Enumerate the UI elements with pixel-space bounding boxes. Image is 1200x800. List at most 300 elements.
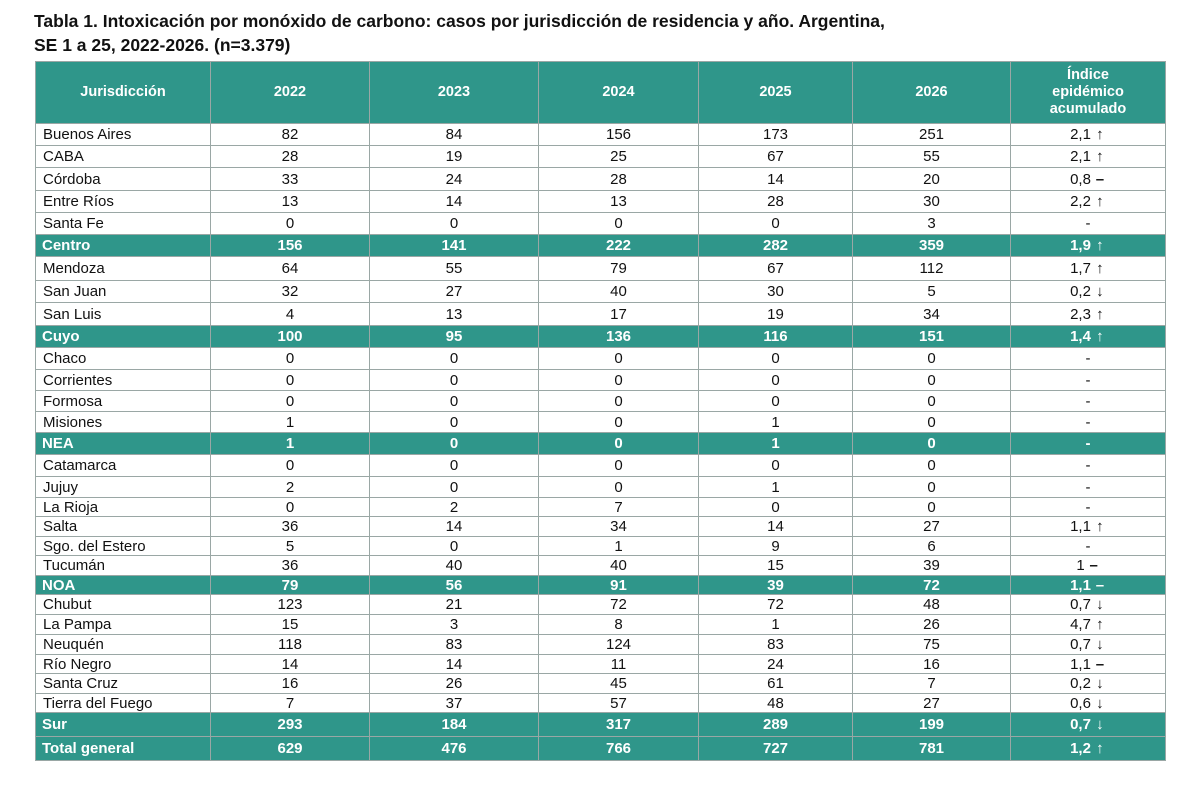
year-value-cell: 28: [211, 146, 370, 168]
indice-value: 1,2: [1070, 740, 1091, 757]
header-2024: 2024: [539, 62, 699, 124]
year-value-cell: 0: [370, 213, 539, 235]
year-value-cell: 14: [370, 517, 539, 537]
jurisdiccion-cell: Buenos Aires: [36, 124, 211, 146]
jurisdiccion-cell: Centro: [36, 235, 211, 257]
header-indice-line-3: acumulado: [1049, 101, 1127, 117]
year-value-cell: 72: [699, 595, 853, 615]
year-value-cell: 0: [853, 348, 1011, 370]
year-value-cell: 39: [699, 576, 853, 595]
year-value-cell: 0: [853, 433, 1011, 455]
table-row: [36, 281, 1166, 303]
year-value-cell: 476: [370, 737, 539, 761]
indice-value: -: [1085, 215, 1091, 232]
table-subtotal-row: [36, 235, 1166, 257]
indice-value: -: [1085, 537, 1091, 555]
jurisdiccion-cell: NOA: [36, 576, 211, 595]
year-value-cell: 30: [853, 191, 1011, 213]
year-value-cell: 21: [370, 595, 539, 615]
indice-value: -: [1085, 435, 1091, 452]
year-value-cell: 17: [539, 303, 699, 326]
year-value-cell: 36: [211, 517, 370, 537]
year-value-cell: 14: [699, 517, 853, 537]
trend-up-arrow-icon: ↑: [1096, 126, 1104, 143]
indice-value: 1,7: [1070, 260, 1091, 277]
table-row: [36, 635, 1166, 655]
trend-up-arrow-icon: ↑: [1096, 148, 1104, 165]
jurisdiccion-cell: Córdoba: [36, 168, 211, 191]
indice-value: 1,9: [1070, 237, 1091, 254]
year-value-cell: 34: [853, 303, 1011, 326]
year-value-cell: 67: [699, 257, 853, 281]
indice-cell: [1011, 433, 1166, 455]
year-value-cell: 2: [211, 477, 370, 498]
indice-cell: [1011, 455, 1166, 477]
table-subtotal-row: [36, 326, 1166, 348]
year-value-cell: 40: [370, 556, 539, 576]
year-value-cell: 289: [699, 713, 853, 737]
year-value-cell: 79: [539, 257, 699, 281]
year-value-cell: 0: [370, 348, 539, 370]
year-value-cell: 34: [539, 517, 699, 537]
indice-cell: [1011, 635, 1166, 655]
year-value-cell: 0: [211, 213, 370, 235]
trend-down-arrow-icon: ↓: [1096, 636, 1104, 653]
year-value-cell: 1: [211, 412, 370, 433]
year-value-cell: 67: [699, 146, 853, 168]
year-value-cell: 100: [211, 326, 370, 348]
header-indice-epidemico: [1011, 62, 1166, 124]
indice-cell: [1011, 391, 1166, 412]
jurisdiccion-cell: Río Negro: [36, 655, 211, 674]
table-row: [36, 370, 1166, 391]
trend-down-arrow-icon: ↓: [1096, 675, 1104, 692]
table-row: [36, 391, 1166, 412]
trend-up-arrow-icon: ↑: [1096, 518, 1104, 535]
year-value-cell: 5: [853, 281, 1011, 303]
jurisdiccion-cell: Catamarca: [36, 455, 211, 477]
year-value-cell: 156: [211, 235, 370, 257]
jurisdiccion-cell: CABA: [36, 146, 211, 168]
indice-value: 1,1: [1070, 518, 1091, 535]
indice-cell: [1011, 517, 1166, 537]
year-value-cell: 173: [699, 124, 853, 146]
year-value-cell: 72: [539, 595, 699, 615]
table-title: [34, 9, 1154, 57]
year-value-cell: 48: [699, 694, 853, 713]
year-value-cell: 0: [370, 391, 539, 412]
year-value-cell: 26: [370, 674, 539, 694]
indice-value: -: [1085, 350, 1091, 367]
jurisdiccion-cell: La Rioja: [36, 498, 211, 517]
year-value-cell: 0: [853, 455, 1011, 477]
year-value-cell: 79: [211, 576, 370, 595]
year-value-cell: 0: [211, 370, 370, 391]
jurisdiccion-cell: Misiones: [36, 412, 211, 433]
indice-cell: [1011, 303, 1166, 326]
year-value-cell: 0: [539, 213, 699, 235]
year-value-cell: 151: [853, 326, 1011, 348]
year-value-cell: 32: [211, 281, 370, 303]
jurisdiccion-cell: Chubut: [36, 595, 211, 615]
table-row: [36, 412, 1166, 433]
indice-cell: [1011, 124, 1166, 146]
indice-value: 0,8: [1070, 170, 1091, 188]
year-value-cell: 24: [699, 655, 853, 674]
year-value-cell: 0: [370, 477, 539, 498]
year-value-cell: 1: [211, 433, 370, 455]
table-subtotal-row: [36, 576, 1166, 595]
year-value-cell: 112: [853, 257, 1011, 281]
year-value-cell: 64: [211, 257, 370, 281]
jurisdiccion-cell: Tucumán: [36, 556, 211, 576]
year-value-cell: 116: [699, 326, 853, 348]
indice-cell: [1011, 235, 1166, 257]
table-subtotal-row: [36, 713, 1166, 737]
year-value-cell: 82: [211, 124, 370, 146]
indice-value: 2,2: [1070, 193, 1091, 210]
year-value-cell: 28: [539, 168, 699, 191]
year-value-cell: 5: [211, 537, 370, 556]
year-value-cell: 75: [853, 635, 1011, 655]
table-title-line-1: Tabla 1. Intoxicación por monóxido de carbono: casos por jurisdicción de residencia y año. Argentina,: [34, 11, 885, 31]
table-row: [36, 455, 1166, 477]
jurisdiccion-cell: Salta: [36, 517, 211, 537]
table-row: [36, 537, 1166, 556]
trend-flat-icon: –: [1095, 655, 1105, 673]
header-2025: 2025: [699, 62, 853, 124]
indice-cell: [1011, 257, 1166, 281]
indice-cell: [1011, 168, 1166, 191]
table-row: [36, 146, 1166, 168]
indice-cell: [1011, 576, 1166, 595]
year-value-cell: 317: [539, 713, 699, 737]
cases-table: [35, 61, 1166, 761]
year-value-cell: 251: [853, 124, 1011, 146]
year-value-cell: 0: [539, 391, 699, 412]
year-value-cell: 0: [539, 370, 699, 391]
year-value-cell: 72: [853, 576, 1011, 595]
trend-down-arrow-icon: ↓: [1096, 694, 1104, 712]
jurisdiccion-cell: NEA: [36, 433, 211, 455]
indice-cell: [1011, 477, 1166, 498]
indice-value: 1,1: [1070, 655, 1091, 673]
year-value-cell: 1: [699, 477, 853, 498]
indice-cell: [1011, 694, 1166, 713]
year-value-cell: 766: [539, 737, 699, 761]
header-2022: 2022: [211, 62, 370, 124]
indice-value: 0,2: [1070, 675, 1091, 692]
trend-up-arrow-icon: ↑: [1096, 740, 1104, 757]
year-value-cell: 0: [211, 391, 370, 412]
table-subtotal-row: [36, 737, 1166, 761]
year-value-cell: 27: [370, 281, 539, 303]
year-value-cell: 83: [370, 635, 539, 655]
year-value-cell: 16: [853, 655, 1011, 674]
indice-cell: [1011, 595, 1166, 615]
table-row: [36, 556, 1166, 576]
year-value-cell: 91: [539, 576, 699, 595]
year-value-cell: 0: [370, 433, 539, 455]
jurisdiccion-cell: San Luis: [36, 303, 211, 326]
year-value-cell: 11: [539, 655, 699, 674]
year-value-cell: 293: [211, 713, 370, 737]
year-value-cell: 19: [699, 303, 853, 326]
year-value-cell: 0: [539, 433, 699, 455]
jurisdiccion-cell: Formosa: [36, 391, 211, 412]
table-row: [36, 348, 1166, 370]
year-value-cell: 15: [699, 556, 853, 576]
trend-down-arrow-icon: ↓: [1096, 596, 1104, 613]
year-value-cell: 0: [370, 370, 539, 391]
indice-cell: [1011, 213, 1166, 235]
year-value-cell: 61: [699, 674, 853, 694]
table-row: [36, 213, 1166, 235]
year-value-cell: 3: [853, 213, 1011, 235]
table-subtotal-row: [36, 433, 1166, 455]
year-value-cell: 199: [853, 713, 1011, 737]
year-value-cell: 629: [211, 737, 370, 761]
year-value-cell: 48: [853, 595, 1011, 615]
year-value-cell: 13: [370, 303, 539, 326]
indice-cell: [1011, 281, 1166, 303]
year-value-cell: 13: [211, 191, 370, 213]
header-indice-line-1: Índice: [1067, 67, 1109, 83]
indice-value: 2,3: [1070, 305, 1091, 323]
year-value-cell: 14: [370, 655, 539, 674]
table-row: [36, 655, 1166, 674]
year-value-cell: 7: [211, 694, 370, 713]
indice-cell: [1011, 348, 1166, 370]
header-jurisdiccion: Jurisdicción: [36, 62, 211, 124]
year-value-cell: 1: [539, 537, 699, 556]
year-value-cell: 136: [539, 326, 699, 348]
year-value-cell: 4: [211, 303, 370, 326]
jurisdiccion-cell: La Pampa: [36, 615, 211, 635]
year-value-cell: 781: [853, 737, 1011, 761]
indice-cell: [1011, 498, 1166, 517]
indice-value: 2,1: [1070, 148, 1091, 165]
year-value-cell: 8: [539, 615, 699, 635]
trend-up-arrow-icon: ↑: [1096, 305, 1104, 323]
indice-value: 1,1: [1070, 576, 1091, 594]
year-value-cell: 16: [211, 674, 370, 694]
year-value-cell: 0: [699, 213, 853, 235]
year-value-cell: 30: [699, 281, 853, 303]
year-value-cell: 40: [539, 556, 699, 576]
year-value-cell: 184: [370, 713, 539, 737]
table-row: [36, 257, 1166, 281]
indice-cell: [1011, 655, 1166, 674]
year-value-cell: 7: [853, 674, 1011, 694]
year-value-cell: 2: [370, 498, 539, 517]
year-value-cell: 33: [211, 168, 370, 191]
jurisdiccion-cell: Chaco: [36, 348, 211, 370]
year-value-cell: 359: [853, 235, 1011, 257]
trend-down-arrow-icon: ↓: [1096, 283, 1104, 300]
year-value-cell: 15: [211, 615, 370, 635]
year-value-cell: 0: [539, 412, 699, 433]
indice-value: 0,7: [1070, 636, 1091, 653]
year-value-cell: 0: [853, 370, 1011, 391]
indice-value: 0,2: [1070, 283, 1091, 300]
year-value-cell: 0: [853, 498, 1011, 517]
jurisdiccion-cell: Corrientes: [36, 370, 211, 391]
year-value-cell: 0: [699, 455, 853, 477]
year-value-cell: 25: [539, 146, 699, 168]
year-value-cell: 55: [853, 146, 1011, 168]
year-value-cell: 0: [853, 391, 1011, 412]
year-value-cell: 55: [370, 257, 539, 281]
year-value-cell: 118: [211, 635, 370, 655]
table-row: [36, 168, 1166, 191]
year-value-cell: 124: [539, 635, 699, 655]
indice-cell: [1011, 737, 1166, 761]
table-header-row: [36, 62, 1166, 124]
year-value-cell: 39: [853, 556, 1011, 576]
indice-cell: [1011, 191, 1166, 213]
indice-cell: [1011, 412, 1166, 433]
year-value-cell: 156: [539, 124, 699, 146]
trend-flat-icon: –: [1089, 557, 1098, 574]
year-value-cell: 26: [853, 615, 1011, 635]
jurisdiccion-cell: San Juan: [36, 281, 211, 303]
jurisdiccion-cell: Cuyo: [36, 326, 211, 348]
trend-up-arrow-icon: ↑: [1096, 328, 1104, 345]
jurisdiccion-cell: Sur: [36, 713, 211, 737]
jurisdiccion-cell: Entre Ríos: [36, 191, 211, 213]
header-indice-line-2: epidémico: [1052, 84, 1124, 100]
year-value-cell: 0: [211, 455, 370, 477]
year-value-cell: 27: [853, 694, 1011, 713]
jurisdiccion-cell: Mendoza: [36, 257, 211, 281]
year-value-cell: 222: [539, 235, 699, 257]
year-value-cell: 0: [699, 391, 853, 412]
year-value-cell: 14: [699, 168, 853, 191]
year-value-cell: 14: [211, 655, 370, 674]
trend-up-arrow-icon: ↑: [1096, 193, 1104, 210]
table-row: [36, 595, 1166, 615]
table-row: [36, 124, 1166, 146]
year-value-cell: 45: [539, 674, 699, 694]
year-value-cell: 13: [539, 191, 699, 213]
year-value-cell: 84: [370, 124, 539, 146]
year-value-cell: 9: [699, 537, 853, 556]
year-value-cell: 20: [853, 168, 1011, 191]
table-row: [36, 477, 1166, 498]
jurisdiccion-cell: Total general: [36, 737, 211, 761]
jurisdiccion-cell: Neuquén: [36, 635, 211, 655]
jurisdiccion-cell: Santa Cruz: [36, 674, 211, 694]
indice-value: 2,1: [1070, 126, 1091, 143]
year-value-cell: 0: [853, 412, 1011, 433]
indice-cell: [1011, 537, 1166, 556]
year-value-cell: 24: [370, 168, 539, 191]
table-row: [36, 615, 1166, 635]
indice-value: -: [1085, 457, 1091, 474]
year-value-cell: 0: [211, 348, 370, 370]
header-2023: 2023: [370, 62, 539, 124]
trend-down-arrow-icon: ↓: [1096, 716, 1104, 733]
jurisdiccion-cell: Tierra del Fuego: [36, 694, 211, 713]
year-value-cell: 1: [699, 412, 853, 433]
indice-value: 0,7: [1070, 716, 1091, 733]
year-value-cell: 1: [699, 433, 853, 455]
indice-cell: [1011, 370, 1166, 391]
indice-value: 1: [1076, 557, 1085, 574]
year-value-cell: 0: [699, 498, 853, 517]
indice-value: -: [1085, 371, 1091, 389]
year-value-cell: 282: [699, 235, 853, 257]
indice-value: -: [1085, 498, 1091, 516]
year-value-cell: 0: [370, 455, 539, 477]
year-value-cell: 0: [370, 412, 539, 433]
year-value-cell: 28: [699, 191, 853, 213]
indice-value: 0,6: [1070, 694, 1091, 712]
table-body: [36, 124, 1166, 761]
year-value-cell: 40: [539, 281, 699, 303]
year-value-cell: 123: [211, 595, 370, 615]
year-value-cell: 727: [699, 737, 853, 761]
year-value-cell: 6: [853, 537, 1011, 556]
trend-flat-icon: –: [1095, 576, 1105, 594]
indice-value: -: [1085, 392, 1091, 410]
year-value-cell: 0: [370, 537, 539, 556]
jurisdiccion-cell: Sgo. del Estero: [36, 537, 211, 556]
table-row: [36, 498, 1166, 517]
indice-cell: [1011, 615, 1166, 635]
header-2026: 2026: [853, 62, 1011, 124]
year-value-cell: 7: [539, 498, 699, 517]
table-row: [36, 517, 1166, 537]
trend-up-arrow-icon: ↑: [1096, 237, 1104, 254]
trend-up-arrow-icon: ↑: [1096, 260, 1104, 277]
indice-value: 0,7: [1070, 596, 1091, 613]
year-value-cell: 95: [370, 326, 539, 348]
indice-value: 1,4: [1070, 328, 1091, 345]
year-value-cell: 56: [370, 576, 539, 595]
year-value-cell: 19: [370, 146, 539, 168]
year-value-cell: 3: [370, 615, 539, 635]
indice-value: -: [1085, 413, 1091, 431]
table-row: [36, 191, 1166, 213]
indice-cell: [1011, 326, 1166, 348]
year-value-cell: 0: [699, 348, 853, 370]
year-value-cell: 27: [853, 517, 1011, 537]
year-value-cell: 0: [539, 477, 699, 498]
indice-cell: [1011, 146, 1166, 168]
year-value-cell: 0: [539, 455, 699, 477]
year-value-cell: 141: [370, 235, 539, 257]
year-value-cell: 0: [211, 498, 370, 517]
table-row: [36, 674, 1166, 694]
trend-flat-icon: –: [1095, 170, 1105, 188]
year-value-cell: 1: [699, 615, 853, 635]
indice-value: 4,7: [1070, 616, 1091, 633]
indice-cell: [1011, 713, 1166, 737]
indice-cell: [1011, 674, 1166, 694]
year-value-cell: 37: [370, 694, 539, 713]
year-value-cell: 0: [699, 370, 853, 391]
year-value-cell: 0: [853, 477, 1011, 498]
table-title-line-2: SE 1 a 25, 2022-2026. (n=3.379): [34, 35, 291, 55]
table-row: [36, 694, 1166, 713]
table-row: [36, 303, 1166, 326]
jurisdiccion-cell: Jujuy: [36, 477, 211, 498]
year-value-cell: 14: [370, 191, 539, 213]
year-value-cell: 57: [539, 694, 699, 713]
year-value-cell: 36: [211, 556, 370, 576]
